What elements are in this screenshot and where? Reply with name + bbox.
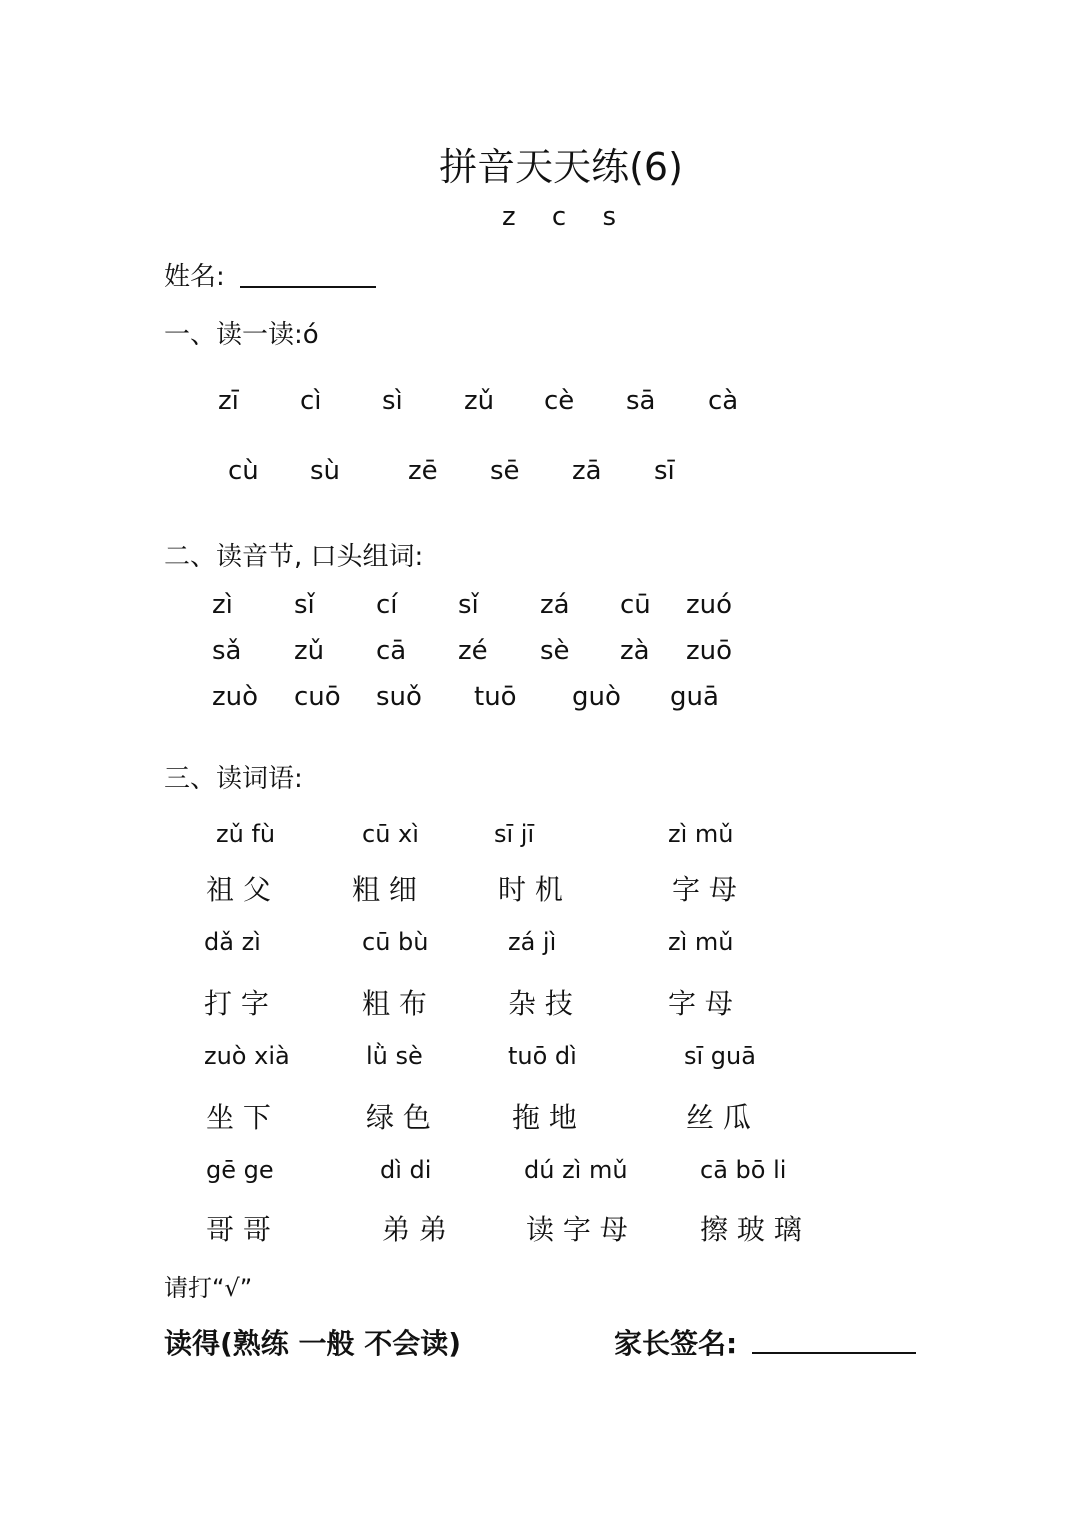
page-subtitle: z c s <box>501 202 621 232</box>
parent-signature-label: 家长签名: <box>614 1327 738 1360</box>
word-hanzi: 坐 下 <box>206 1101 271 1134</box>
word-hanzi: 字 母 <box>672 873 737 906</box>
word-hanzi: 弟 弟 <box>382 1213 447 1246</box>
check-prompt: 请打“√” <box>164 1274 253 1302</box>
word-hanzi: 时 机 <box>498 873 563 906</box>
word-pinyin: dú zì mǔ <box>524 1156 628 1184</box>
word-hanzi: 丝 瓜 <box>686 1101 751 1134</box>
page-title: 拼音天天练(6) <box>439 145 683 189</box>
word-hanzi: 粗 布 <box>362 987 427 1020</box>
syllable: cā <box>376 636 407 666</box>
word-pinyin: gē ge <box>206 1156 274 1184</box>
word-pinyin: cū xì <box>362 820 419 848</box>
section2-heading: 二、读音节, 口头组词: <box>164 542 424 572</box>
syllable: sā <box>626 386 656 416</box>
syllable: sǎ <box>212 636 242 666</box>
word-pinyin: zuò xià <box>204 1042 290 1070</box>
word-pinyin: sī guā <box>684 1042 756 1070</box>
syllable: guā <box>670 682 719 712</box>
syllable: zī <box>218 386 239 416</box>
syllable: sē <box>490 456 520 486</box>
syllable: sǐ <box>294 590 315 620</box>
word-pinyin: cā bō li <box>700 1156 787 1184</box>
word-pinyin: dì di <box>380 1156 432 1184</box>
word-pinyin: dǎ zì <box>204 928 261 956</box>
word-hanzi: 读 字 母 <box>526 1213 628 1246</box>
syllable: zǔ <box>464 386 495 416</box>
syllable: zuò <box>212 682 259 712</box>
syllable: zì <box>212 590 233 620</box>
word-pinyin: zì mǔ <box>668 820 734 848</box>
syllable: tuō <box>474 682 517 712</box>
syllable: cè <box>544 386 575 416</box>
syllable: suǒ <box>376 682 422 712</box>
word-hanzi: 杂 技 <box>508 987 573 1020</box>
word-pinyin: sī jī <box>494 820 535 848</box>
syllable: sì <box>382 386 403 416</box>
name-blank-line[interactable] <box>240 286 376 288</box>
section3-heading: 三、读词语: <box>164 764 303 794</box>
syllable: sǐ <box>458 590 479 620</box>
word-hanzi: 字 母 <box>668 987 733 1020</box>
name-label: 姓名: <box>164 262 225 292</box>
reading-level-options[interactable]: 读得(熟练 一般 不会读) <box>164 1327 462 1360</box>
word-pinyin: zǔ fù <box>216 820 276 848</box>
word-hanzi: 打 字 <box>204 987 269 1020</box>
syllable: sù <box>310 456 341 486</box>
word-pinyin: zá jì <box>508 928 557 956</box>
word-hanzi: 擦 玻 璃 <box>700 1213 802 1246</box>
syllable: cí <box>376 590 398 620</box>
syllable: zē <box>408 456 438 486</box>
syllable: zuō <box>686 636 733 666</box>
syllable: cū <box>620 590 651 620</box>
syllable: zuó <box>686 590 733 620</box>
syllable: cì <box>300 386 322 416</box>
parent-signature-line[interactable] <box>752 1352 916 1354</box>
syllable: sè <box>540 636 570 666</box>
word-hanzi: 绿 色 <box>366 1101 431 1134</box>
syllable: zé <box>458 636 488 666</box>
syllable: zǔ <box>294 636 325 666</box>
word-hanzi: 祖 父 <box>206 873 271 906</box>
syllable: zà <box>620 636 650 666</box>
word-hanzi: 哥 哥 <box>206 1213 271 1246</box>
syllable: cuō <box>294 682 341 712</box>
syllable: sī <box>654 456 675 486</box>
syllable: cù <box>228 456 259 486</box>
word-pinyin: cū bù <box>362 928 429 956</box>
word-hanzi: 拖 地 <box>512 1101 577 1134</box>
word-hanzi: 粗 细 <box>352 873 417 906</box>
syllable: zā <box>572 456 602 486</box>
section1-heading: 一、读一读:ó <box>164 320 319 350</box>
word-pinyin: lǜ sè <box>366 1042 423 1070</box>
syllable: zá <box>540 590 570 620</box>
syllable: cà <box>708 386 739 416</box>
word-pinyin: zì mǔ <box>668 928 734 956</box>
syllable: guò <box>572 682 621 712</box>
word-pinyin: tuō dì <box>508 1042 577 1070</box>
